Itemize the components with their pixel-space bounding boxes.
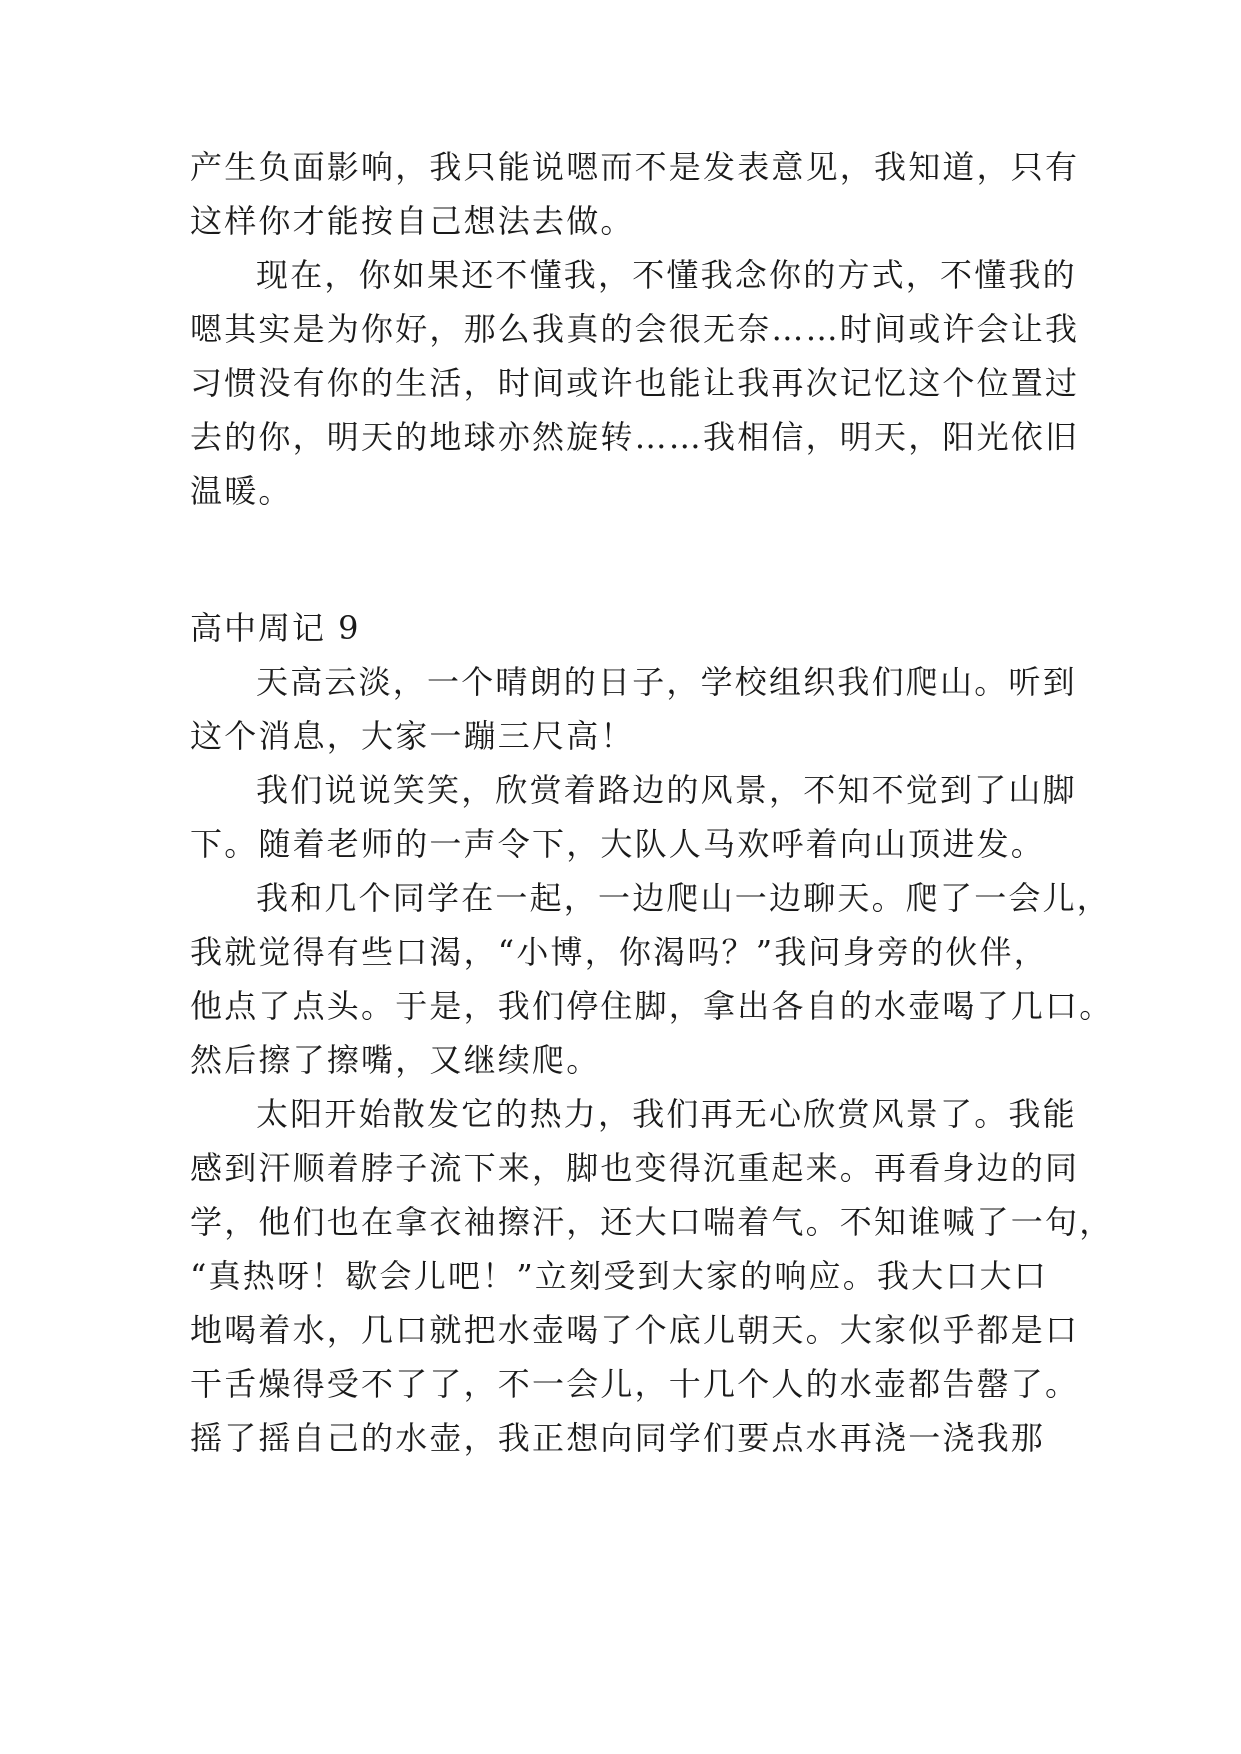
paragraph-line: 摇了摇自己的水壶，我正想向同学们要点水再浇一浇我那 — [190, 1419, 1046, 1457]
paragraph-line: 产生负面影响，我只能说嗯而不是发表意见，我知道，只有 — [190, 148, 1080, 186]
paragraph-line: 下。随着老师的一声令下，大队人马欢呼着向山顶进发。 — [190, 825, 1046, 863]
paragraph-line: 他点了点头。于是，我们停住脚，拿出各自的水壶喝了几口。 — [190, 987, 1114, 1025]
paragraph-line: 感到汗顺着脖子流下来，脚也变得沉重起来。再看身边的同 — [190, 1149, 1080, 1187]
paragraph-line: 嗯其实是为你好，那么我真的会很无奈……时间或许会让我 — [190, 310, 1080, 348]
paragraph-line: 地喝着水，几口就把水壶喝了个底儿朝天。大家似乎都是口 — [190, 1311, 1080, 1349]
paragraph-line: 现在，你如果还不懂我，不懂我念你的方式，不懂我的 — [256, 256, 1077, 294]
paragraph-line: 我和几个同学在一起，一边爬山一边聊天。爬了一会儿， — [256, 879, 1112, 917]
paragraph-line: 我就觉得有些口渴，“小博，你渴吗？”我问身旁的伙伴， — [190, 933, 1048, 971]
paragraph-line: 学，他们也在拿衣袖擦汗，还大口喘着气。不知谁喊了一句， — [190, 1203, 1114, 1241]
paragraph-line: 这样你才能按自己想法去做。 — [190, 202, 635, 240]
paragraph-line: 去的你，明天的地球亦然旋转……我相信，明天，阳光依旧 — [190, 418, 1080, 456]
paragraph-line: 太阳开始散发它的热力，我们再无心欣赏风景了。我能 — [256, 1095, 1077, 1133]
paragraph-line: 温暖。 — [190, 472, 293, 510]
paragraph-line: 干舌燥得受不了了，不一会儿，十几个人的水壶都告罄了。 — [190, 1365, 1080, 1403]
paragraph-line: “真热呀！歇会儿吧！”立刻受到大家的响应。我大口大口 — [190, 1257, 1048, 1295]
section-title: 高中周记 9 — [190, 609, 361, 647]
paragraph-line: 这个消息，大家一蹦三尺高！ — [190, 717, 635, 755]
paragraph-line: 我们说说笑笑，欣赏着路边的风景，不知不觉到了山脚 — [256, 771, 1077, 809]
paragraph-line: 天高云淡，一个晴朗的日子，学校组织我们爬山。听到 — [256, 663, 1077, 701]
paragraph-line: 然后擦了擦嘴，又继续爬。 — [190, 1041, 601, 1079]
paragraph-line: 习惯没有你的生活，时间或许也能让我再次记忆这个位置过 — [190, 364, 1080, 402]
